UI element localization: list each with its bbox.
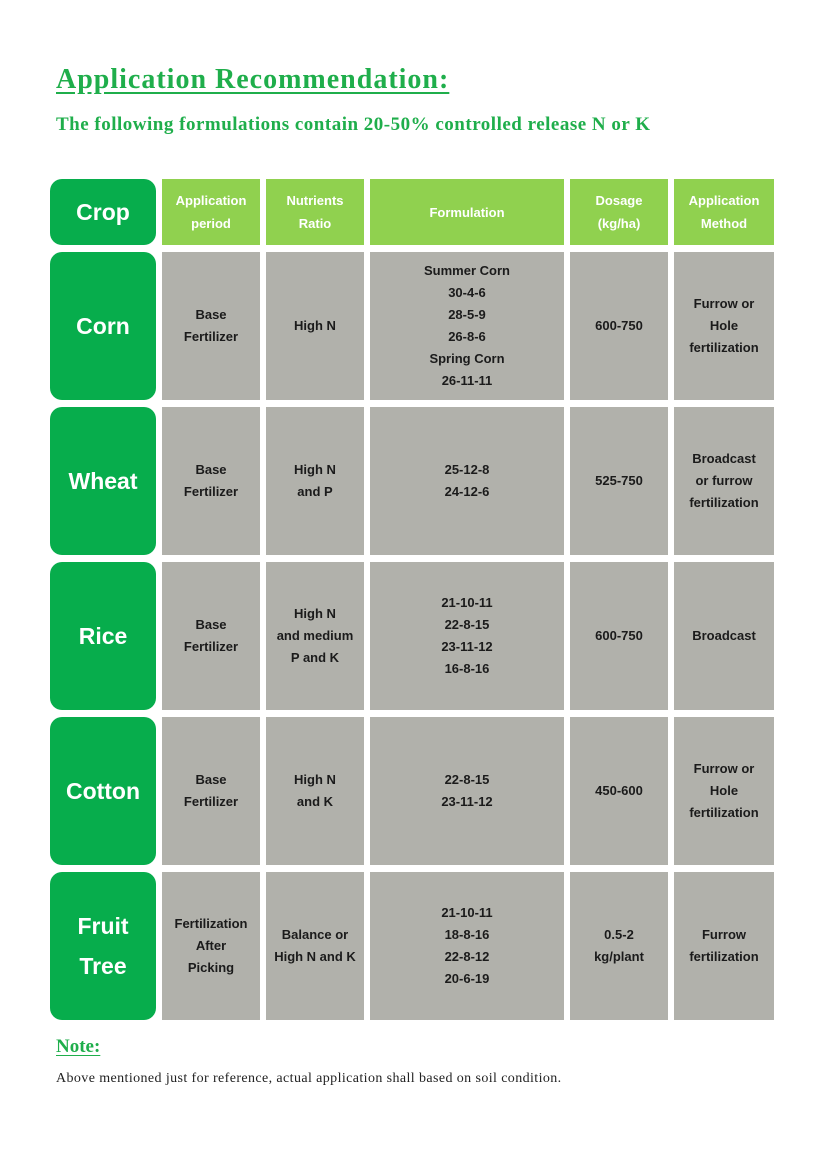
header-crop: Crop [50, 179, 156, 245]
formulation-cell: Summer Corn 30-4-6 28-5-9 26-8-6 Spring Corn 26-11-11 [370, 252, 564, 400]
ratio-cell: High N and P [266, 407, 364, 555]
ratio-cell: Balance or High N and K [266, 872, 364, 1020]
period-cell: Base Fertilizer [162, 407, 260, 555]
note-label: Note: [56, 1036, 101, 1057]
method-cell: Furrow fertilization [674, 872, 774, 1020]
crop-cell: Corn [50, 252, 156, 400]
period-cell: Base Fertilizer [162, 562, 260, 710]
ratio-cell: High N [266, 252, 364, 400]
period-cell: Base Fertilizer [162, 717, 260, 865]
dosage-cell: 600-750 [570, 252, 668, 400]
application-table [50, 179, 774, 1020]
ratio-cell: High N and medium P and K [266, 562, 364, 710]
header-formulation: Formulation [370, 179, 564, 245]
page-title: Application Recommendation: [56, 64, 450, 95]
method-cell: Furrow or Hole fertilization [674, 717, 774, 865]
formulation-cell: 21-10-11 22-8-15 23-11-12 16-8-16 [370, 562, 564, 710]
formulation-cell: 21-10-11 18-8-16 22-8-12 20-6-19 [370, 872, 564, 1020]
dosage-cell: 0.5-2 kg/plant [570, 872, 668, 1020]
method-cell: Broadcast or furrow fertilization [674, 407, 774, 555]
formulation-cell: 22-8-15 23-11-12 [370, 717, 564, 865]
crop-cell: Fruit Tree [50, 872, 156, 1020]
dosage-cell: 600-750 [570, 562, 668, 710]
header-dosage: Dosage (kg/ha) [570, 179, 668, 245]
page-subtitle: The following formulations contain 20-50% controlled release N or K [56, 114, 651, 135]
period-cell: Fertilization After Picking [162, 872, 260, 1020]
header-nutrients-ratio: Nutrients Ratio [266, 179, 364, 245]
dosage-cell: 525-750 [570, 407, 668, 555]
ratio-cell: High N and K [266, 717, 364, 865]
crop-cell: Rice [50, 562, 156, 710]
period-cell: Base Fertilizer [162, 252, 260, 400]
method-cell: Broadcast [674, 562, 774, 710]
crop-cell: Wheat [50, 407, 156, 555]
note-text: Above mentioned just for reference, actual application shall based on soil condition. [56, 1071, 562, 1086]
crop-cell: Cotton [50, 717, 156, 865]
method-cell: Furrow or Hole fertilization [674, 252, 774, 400]
header-application-method: Application Method [674, 179, 774, 245]
formulation-cell: 25-12-8 24-12-6 [370, 407, 564, 555]
header-application-period: Application period [162, 179, 260, 245]
dosage-cell: 450-600 [570, 717, 668, 865]
